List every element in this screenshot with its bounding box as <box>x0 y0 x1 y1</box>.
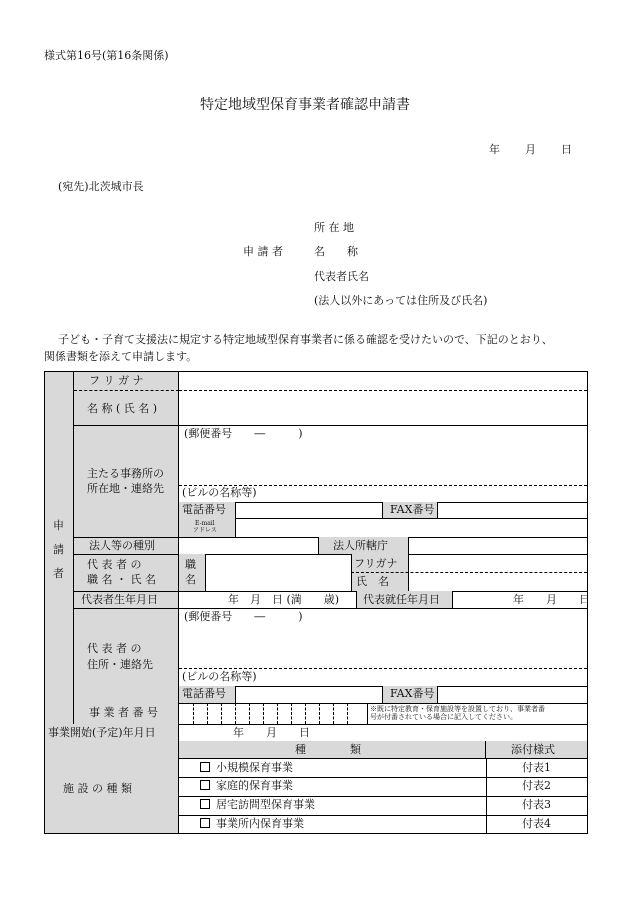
fax-label: FAX番号 <box>390 503 435 516</box>
corp-office-label: 法人所轄庁 <box>333 539 388 552</box>
biz-number-label: 事 業 者 番 号 <box>89 706 158 719</box>
name-label: 名 称 ( 氏 名 ) <box>87 402 158 415</box>
rep-name-label: 氏 名 <box>356 575 389 588</box>
furigana-label: フ リ ガ ナ <box>89 374 144 387</box>
email-label-1: E-mail <box>195 520 215 527</box>
building-label: (ビルの名称等) <box>182 486 257 499</box>
checkbox-icon[interactable] <box>200 799 210 809</box>
application-form-table <box>44 371 588 834</box>
date-day: 日 <box>561 143 572 156</box>
rep-label-2: 職 名 ・ 氏 名 <box>87 573 156 586</box>
rep-furigana-label: フリガナ <box>354 557 398 570</box>
biz-note-2: 号が付番されている場合に記入してください。 <box>370 713 517 721</box>
addressee: (宛先)北茨城市長 <box>58 180 144 193</box>
office-label-2: 所在地・連絡先 <box>87 482 164 495</box>
corp-type-label: 法人等の種別 <box>89 539 155 552</box>
postal-label-2: (郵便番号 ― ) <box>184 610 303 623</box>
job-label-1: 職 <box>185 558 196 571</box>
postal-label: (郵便番号 ― ) <box>184 427 303 440</box>
facility-row-4[interactable]: 事業所内保育事業 <box>200 817 304 831</box>
applicant-note: (法人以外にあっては住所及び氏名) <box>314 294 488 307</box>
office-label-1: 主たる事務所の <box>87 467 164 480</box>
body-text-line1: 子ども・子育て支援法に規定する特定地域型保育事業者に係る確認を受けたいので、下記のとおり、 <box>58 333 553 346</box>
checkbox-icon[interactable] <box>200 762 210 772</box>
facility-row-3[interactable]: 居宅訪問型保育事業 <box>200 798 315 812</box>
attach-2: 付表2 <box>522 779 551 792</box>
rep-start-value: 年 月 日 <box>513 593 590 606</box>
applicant-label: 申 請 者 <box>243 245 283 258</box>
form-number: 様式第16号(第16条関係) <box>44 49 169 62</box>
type-header: 種 類 <box>295 743 361 756</box>
building-label-2: (ビルの名称等) <box>182 670 257 683</box>
fax-label-2: FAX番号 <box>390 687 435 700</box>
phone-label: 電話番号 <box>182 503 226 516</box>
side-char-1: 申 <box>53 519 64 532</box>
side-char-2: 請 <box>53 543 64 556</box>
applicant-address-label: 所 在 地 <box>314 221 354 234</box>
start-date-label: 事業開始(予定)年月日 <box>48 726 156 739</box>
page-title: 特定地域型保育事業者確認申請書 <box>200 97 410 113</box>
facility-row-2[interactable]: 家庭的保育事業 <box>200 779 293 793</box>
phone-label-2: 電話番号 <box>182 687 226 700</box>
applicant-name-label: 名 称 <box>314 245 358 258</box>
date-year: 年 <box>489 143 500 156</box>
facility-label: 施 設 の 種 類 <box>63 782 132 795</box>
biz-note-1: ※既に特定教育・保育施設等を設置しており、事業者番 <box>370 705 545 713</box>
body-text-line2: 関係書類を添えて申請します。 <box>44 350 198 363</box>
attach-3: 付表3 <box>522 798 551 811</box>
rep-label-1: 代 表 者 の <box>87 558 142 571</box>
job-label-2: 名 <box>185 573 196 586</box>
attach-4: 付表4 <box>522 817 551 830</box>
biz-number-boxes[interactable] <box>179 703 367 724</box>
rep-birth-label: 代表者生年月日 <box>81 593 158 606</box>
rep-birth-value: 年 月 日 (満 歳) <box>228 593 340 606</box>
checkbox-icon[interactable] <box>200 818 210 828</box>
checkbox-icon[interactable] <box>200 780 210 790</box>
applicant-rep-label: 代表者氏名 <box>314 270 369 283</box>
date-month: 月 <box>525 143 536 156</box>
side-char-3: 者 <box>53 567 64 580</box>
email-label-2: アドレス <box>193 527 217 534</box>
facility-row-1[interactable]: 小規模保育事業 <box>200 761 293 775</box>
rep-addr-label-2: 住所・連絡先 <box>87 658 153 671</box>
attach-header: 添付様式 <box>511 743 555 756</box>
rep-addr-label-1: 代 表 者 の <box>87 642 142 655</box>
attach-1: 付表1 <box>522 761 551 774</box>
start-date-value: 年 月 日 <box>233 726 310 739</box>
furigana-divider <box>179 390 587 391</box>
rep-start-label: 代表就任年月日 <box>363 593 440 606</box>
